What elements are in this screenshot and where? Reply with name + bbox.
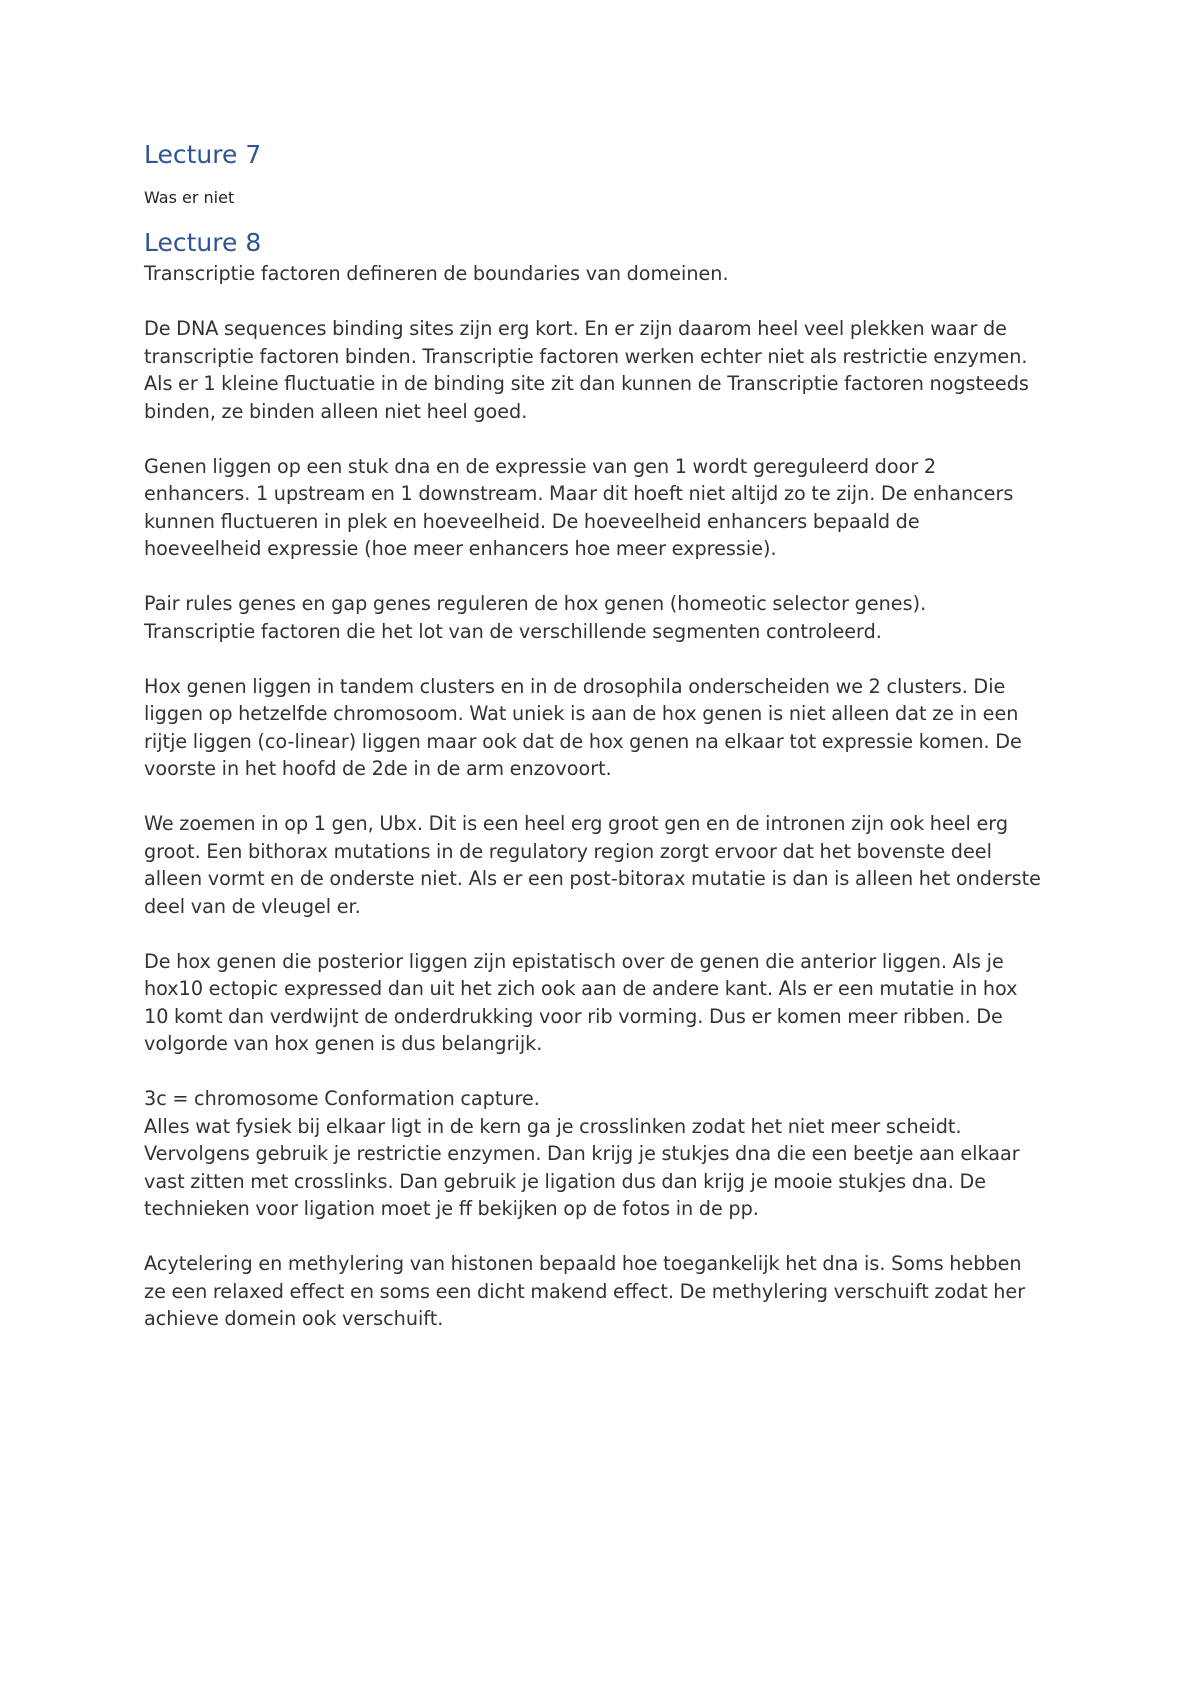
paragraph-ubx: We zoemen in op 1 gen, Ubx. Dit is een heel erg groot gen en de intronen zijn ook heel erg groot. Een bithorax mutations in de regulatory region zorgt ervoor dat het bovenste deel alleen vormt en de onderste niet. Als er een post-bitorax mutatie is dan is alleen het onderste deel van de vleugel er.: [144, 812, 1041, 918]
paragraph-3c: 3c = chromosome Conformation capture. Alles wat fysiek bij elkaar ligt in de kern ga je crosslinken zodat het niet meer scheidt. Vervolgens gebruik je restrictie enzymen. Dan krijg je stukjes dna die een beetje aan elkaar vast zitten met crosslinks. Dan gebruik je ligation dus dan krijg je mooie stukjes dna. De technieken voor ligation moet je ff bekijken op de fotos in de pp.: [144, 1087, 1020, 1220]
heading-lecture-8: Lecture 8: [144, 228, 262, 257]
paragraph-enhancers: Genen liggen op een stuk dna en de expressie van gen 1 wordt gereguleerd door 2 enhancers. 1 upstream en 1 downstream. Maar dit hoeft niet altijd zo te zijn. De enhancers kunnen fluctueren in plek en hoeveelheid. De hoeveelheid enhancers bepaald de hoeveelheid expressie (hoe meer enhancers hoe meer expressie).: [144, 454, 1014, 560]
document-body: [144, 138, 1084, 1360]
lecture-7-note: Was er niet: [144, 188, 235, 207]
paragraph-hox-clusters: Hox genen liggen in tandem clusters en in de drosophila onderscheiden we 2 clusters. Die liggen op hetzelfde chromosoom. Wat uniek is aan de hox genen is niet alleen dat ze in een rijtje liggen (co-linear) liggen maar ook dat de hox genen na elkaar tot expressie komen. De voorste in het hoofd de 2de in de arm enzovoort.: [144, 674, 1022, 780]
paragraph-boundaries: Transcriptie factoren defineren de boundaries van domeinen.: [144, 262, 729, 285]
paragraph-histones: Acytelering en methylering van histonen bepaald hoe toegankelijk het dna is. Soms hebben ze een relaxed effect en soms een dicht makend effect. De methylering verschuift zodat her achieve domein ook verschuift.: [144, 1252, 1026, 1330]
paragraph-binding-sites: De DNA sequences binding sites zijn erg kort. En er zijn daarom heel veel plekken waar de transcriptie factoren binden. Transcriptie factoren werken echter niet als restrictie enzymen. Als er 1 kleine fluctuatie in de binding site zit dan kunnen de Transcriptie factoren nogsteeds binden, ze binden alleen niet heel goed.: [144, 317, 1029, 423]
heading-lecture-7: Lecture 7: [144, 140, 262, 169]
paragraph-pair-rule-genes: Pair rules genes en gap genes reguleren de hox genen (homeotic selector genes). Transcriptie factoren die het lot van de verschillende segmenten controleerd.: [144, 592, 927, 643]
paragraph-hox-posterior: De hox genen die posterior liggen zijn epistatisch over de genen die anterior liggen. Als je hox10 ectopic expressed dan uit het zich ook aan de andere kant. Als er een mutatie in hox 10 komt dan verdwijnt de onderdrukking voor rib vorming. Dus er komen meer ribben. De volgorde van hox genen is dus belangrijk.: [144, 949, 1018, 1055]
